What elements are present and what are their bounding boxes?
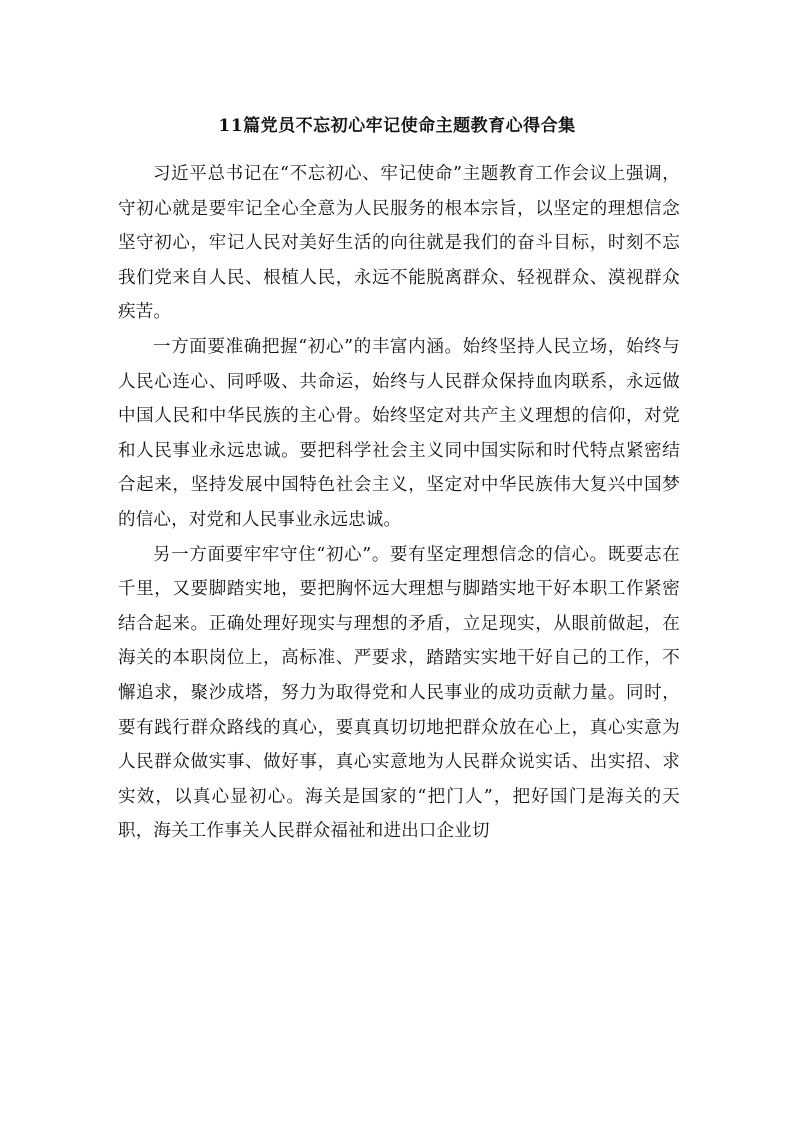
paragraph: 一方面要准确把握“初心”的丰富内涵。始终坚持人民立场，始终与人民心连心、同呼吸、共命运，始终与人民群众保持血肉联系，永远做中国人民和中华民族的主心骨。始终坚定对共产主义理想的信仰，对党和人民事业永远忠诚。要把科学社会主义同中国实际和时代特点紧密结合起来，坚持发展中国特色社会主义，坚定对中华民族伟大复兴中国梦的信心，对党和人民事业永远忠诚。 [118, 336, 680, 530]
paragraph: 习近平总书记在“不忘初心、牢记使命”主题教育工作会议上强调，守初心就是要牢记全心全意为人民服务的根本宗旨，以坚定的理想信念坚守初心，牢记人民对美好生活的向往就是我们的奋斗目标，时刻不忘我们党来自人民、根植人民，永远不能脱离群众、轻视群众、漠视群众疾苦。 [118, 164, 680, 323]
document-title: 11篇党员不忘初心牢记使命主题教育心得合集 [218, 116, 576, 136]
paragraph: 另一方面要牢牢守住“初心”。要有坚定理想信念的信心。既要志在千里，又要脚踏实地，要把胸怀远大理想与脚踏实地干好本职工作紧密结合起来。正确处理好现实与理想的矛盾，立足现实，从眼前做起，在海关的本职岗位上，高标准、严要求，踏踏实实地干好自己的工作，不懈追求，聚沙成塔，努力为取得党和人民事业的成功贡献力量。同时，要有践行群众路线的真心，要真真切切地把群众放在心上，真心实意为人民群众做实事、做好事，真心实意地为人民群众说实话、出实招、求实效，以真心显初心。海关是国家的“把门人”，把好国门是海关的天职，海关工作事关人民群众福祉和进出口企业切 [118, 544, 680, 842]
document-body [118, 157, 680, 849]
